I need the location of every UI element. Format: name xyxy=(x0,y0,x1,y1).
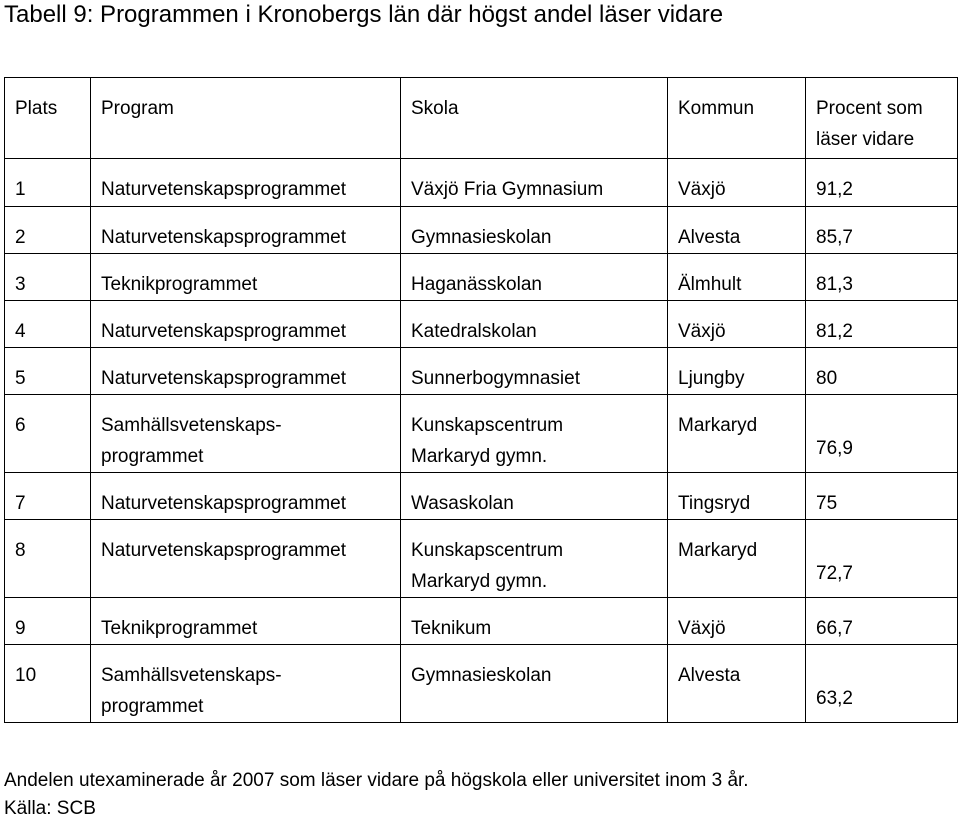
table-row xyxy=(5,645,958,723)
cell-procent xyxy=(806,520,958,598)
source-note: Källa: SCB xyxy=(4,798,96,819)
cell-skola-text: Sunnerbogymnasiet xyxy=(411,368,580,389)
cell-program xyxy=(91,473,401,520)
cell-program-text: Teknikprogrammet xyxy=(101,274,258,295)
cell-kommun xyxy=(668,395,806,473)
cell-plats-text: 10 xyxy=(15,665,37,686)
cell-program xyxy=(91,159,401,207)
header-cell-plats: Plats xyxy=(5,78,91,159)
cell-plats xyxy=(5,159,91,207)
table-row xyxy=(5,159,958,207)
cell-kommun-text: Markaryd xyxy=(678,415,758,436)
table-row xyxy=(5,348,958,395)
cell-plats-text: 2 xyxy=(15,227,26,248)
cell-plats xyxy=(5,473,91,520)
header-cell-program: Program xyxy=(91,78,401,159)
cell-skola xyxy=(401,645,668,723)
table-row xyxy=(5,520,958,598)
cell-program xyxy=(91,645,401,723)
cell-program xyxy=(91,254,401,301)
cell-skola-text: Haganässkolan xyxy=(411,274,542,295)
cell-kommun-text: Växjö xyxy=(678,179,726,200)
table-header-row xyxy=(5,78,958,159)
cell-procent xyxy=(806,395,958,473)
cell-procent xyxy=(806,207,958,254)
cell-skola-text: Markaryd gymn. xyxy=(411,571,548,592)
cell-program-text: Samhällsvetenskaps- xyxy=(101,415,282,436)
cell-skola xyxy=(401,520,668,598)
cell-skola-text: Gymnasieskolan xyxy=(411,665,552,686)
cell-plats xyxy=(5,645,91,723)
cell-plats xyxy=(5,520,91,598)
cell-kommun-text: Markaryd xyxy=(678,540,758,561)
cell-skola xyxy=(401,207,668,254)
cell-procent-text: 81,2 xyxy=(816,321,853,342)
cell-program-text: Naturvetenskapsprogrammet xyxy=(101,321,346,342)
cell-skola-text: Växjö Fria Gymnasium xyxy=(411,179,604,200)
cell-plats-text: 6 xyxy=(15,415,26,436)
cell-kommun xyxy=(668,598,806,645)
cell-procent xyxy=(806,598,958,645)
cell-program-text: Naturvetenskapsprogrammet xyxy=(101,227,346,248)
cell-plats-text: 4 xyxy=(15,321,26,342)
cell-program-text: programmet xyxy=(101,446,204,467)
cell-plats-text: 9 xyxy=(15,618,26,639)
table-row xyxy=(5,473,958,520)
cell-kommun-text: Tingsryd xyxy=(678,493,751,514)
cell-program-text: programmet xyxy=(101,696,204,717)
cell-program-text: Naturvetenskapsprogrammet xyxy=(101,540,346,561)
cell-skola xyxy=(401,254,668,301)
cell-kommun xyxy=(668,159,806,207)
header-procent-line2: läser vidare xyxy=(816,129,915,150)
table-row xyxy=(5,254,958,301)
header-procent-line1: Procent som xyxy=(816,98,923,119)
cell-kommun-text: Alvesta xyxy=(678,227,741,248)
header-cell-procent xyxy=(806,78,958,159)
cell-skola xyxy=(401,473,668,520)
cell-procent-text: 75 xyxy=(816,493,838,514)
cell-procent xyxy=(806,473,958,520)
table-row xyxy=(5,598,958,645)
cell-procent xyxy=(806,348,958,395)
cell-kommun xyxy=(668,348,806,395)
table-row xyxy=(5,395,958,473)
cell-plats-text: 8 xyxy=(15,540,26,561)
cell-program-text: Samhällsvetenskaps- xyxy=(101,665,282,686)
cell-procent xyxy=(806,301,958,348)
cell-kommun xyxy=(668,473,806,520)
table-row xyxy=(5,301,958,348)
cell-skola xyxy=(401,395,668,473)
header-cell-kommun: Kommun xyxy=(668,78,806,159)
cell-plats xyxy=(5,254,91,301)
cell-skola xyxy=(401,301,668,348)
cell-program xyxy=(91,520,401,598)
cell-kommun-text: Alvesta xyxy=(678,665,741,686)
cell-program xyxy=(91,301,401,348)
cell-program-text: Teknikprogrammet xyxy=(101,618,258,639)
cell-plats-text: 1 xyxy=(15,179,26,200)
cell-kommun xyxy=(668,645,806,723)
cell-procent-text: 85,7 xyxy=(816,227,853,248)
cell-kommun-text: Ljungby xyxy=(678,368,745,389)
cell-program-text: Naturvetenskapsprogrammet xyxy=(101,368,346,389)
cell-skola-text: Kunskapscentrum xyxy=(411,415,564,436)
cell-skola xyxy=(401,159,668,207)
table-title: Tabell 9: Programmen i Kronobergs län där högst andel läser vidare xyxy=(4,1,724,28)
table-row xyxy=(5,207,958,254)
cell-procent xyxy=(806,159,958,207)
results-table xyxy=(4,77,958,723)
header-cell-skola: Skola xyxy=(401,78,668,159)
cell-plats-text: 7 xyxy=(15,493,26,514)
cell-plats xyxy=(5,598,91,645)
cell-program-text: Naturvetenskapsprogrammet xyxy=(101,179,346,200)
cell-procent-text: 91,2 xyxy=(816,179,853,200)
cell-procent-text: 81,3 xyxy=(816,274,853,295)
footnote: Andelen utexaminerade år 2007 som läser vidare på högskola eller universitet inom 3 år. xyxy=(4,770,749,791)
cell-program xyxy=(91,598,401,645)
cell-program xyxy=(91,395,401,473)
cell-skola-text: Katedralskolan xyxy=(411,321,537,342)
cell-procent xyxy=(806,254,958,301)
cell-plats xyxy=(5,395,91,473)
cell-kommun xyxy=(668,207,806,254)
cell-kommun xyxy=(668,520,806,598)
cell-skola-text: Kunskapscentrum xyxy=(411,540,564,561)
cell-skola-text: Teknikum xyxy=(411,618,492,639)
cell-program xyxy=(91,207,401,254)
cell-skola-text: Wasaskolan xyxy=(411,493,514,514)
cell-plats-text: 3 xyxy=(15,274,26,295)
cell-skola-text: Markaryd gymn. xyxy=(411,446,548,467)
cell-plats-text: 5 xyxy=(15,368,26,389)
cell-kommun-text: Växjö xyxy=(678,321,726,342)
cell-procent-text: 66,7 xyxy=(816,618,853,639)
cell-program xyxy=(91,348,401,395)
cell-procent-text: 63,2 xyxy=(816,688,853,709)
cell-plats xyxy=(5,207,91,254)
cell-procent-text: 80 xyxy=(816,368,838,389)
cell-plats xyxy=(5,301,91,348)
cell-kommun xyxy=(668,301,806,348)
cell-skola xyxy=(401,598,668,645)
cell-skola-text: Gymnasieskolan xyxy=(411,227,552,248)
cell-procent-text: 72,7 xyxy=(816,563,853,584)
cell-procent xyxy=(806,645,958,723)
cell-kommun xyxy=(668,254,806,301)
cell-kommun-text: Älmhult xyxy=(678,274,742,295)
cell-kommun-text: Växjö xyxy=(678,618,726,639)
cell-skola xyxy=(401,348,668,395)
cell-plats xyxy=(5,348,91,395)
cell-procent-text: 76,9 xyxy=(816,438,853,459)
cell-program-text: Naturvetenskapsprogrammet xyxy=(101,493,346,514)
